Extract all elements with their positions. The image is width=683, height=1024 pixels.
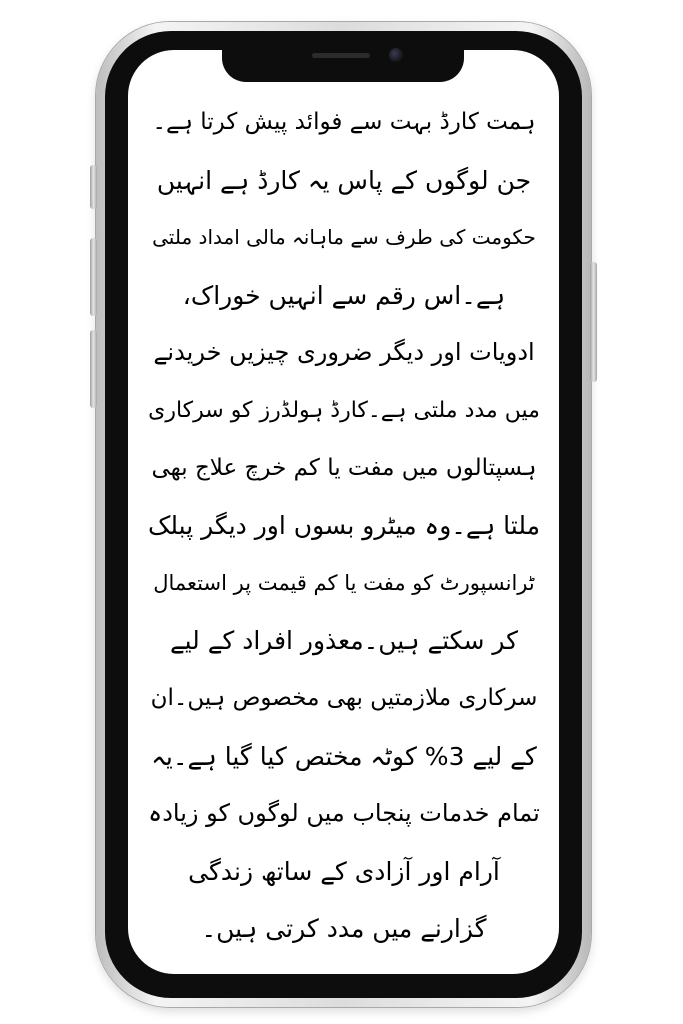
article-line: سرکاری ملازمتیں بھی مخصوص ہیں۔ان xyxy=(150,684,538,711)
front-camera-icon xyxy=(389,48,403,62)
article-line: ادویات اور دیگر ضروری چیزیں خریدنے xyxy=(153,338,535,367)
article-line: گزارنے میں مدد کرتی ہیں۔ xyxy=(201,914,487,944)
power-button xyxy=(590,262,597,382)
article-line: ملتا ہے۔وہ میٹرو بسوں اور دیگر پبلک xyxy=(148,511,540,541)
article-line: کر سکتے ہیں۔معذور افراد کے لیے xyxy=(169,626,519,656)
article-line: کے لیے 3% کوٹہ مختص کیا گیا ہے۔یہ xyxy=(151,741,537,771)
volume-up-button xyxy=(90,238,97,316)
article-line: حکومت کی طرف سے ماہانہ مالی امداد ملتی xyxy=(152,225,536,250)
article-line: ہسپتالوں میں مفت یا کم خرچ علاج بھی xyxy=(151,454,537,481)
article-line: جن لوگوں کے پاس یہ کارڈ ہے انہیں xyxy=(156,165,532,195)
article-line: ہے۔اس رقم سے انہیں خوراک، xyxy=(182,280,506,310)
speaker-grille xyxy=(312,53,370,58)
article-line: میں مدد ملتی ہے۔کارڈ ہولڈرز کو سرکاری xyxy=(148,397,540,423)
article-line: آرام اور آزادی کے ساتھ زندگی xyxy=(188,856,500,886)
mute-switch xyxy=(90,165,97,209)
article-text xyxy=(148,94,540,958)
article-line: ہمت کارڈ بہت سے فوائد پیش کرتا ہے۔ xyxy=(152,109,536,135)
article-line: تمام خدمات پنجاب میں لوگوں کو زیادہ xyxy=(148,799,540,828)
volume-down-button xyxy=(90,330,97,408)
notch xyxy=(222,46,464,82)
article-line: ٹرانسپورٹ کو مفت یا کم قیمت پر استعمال xyxy=(153,570,535,595)
